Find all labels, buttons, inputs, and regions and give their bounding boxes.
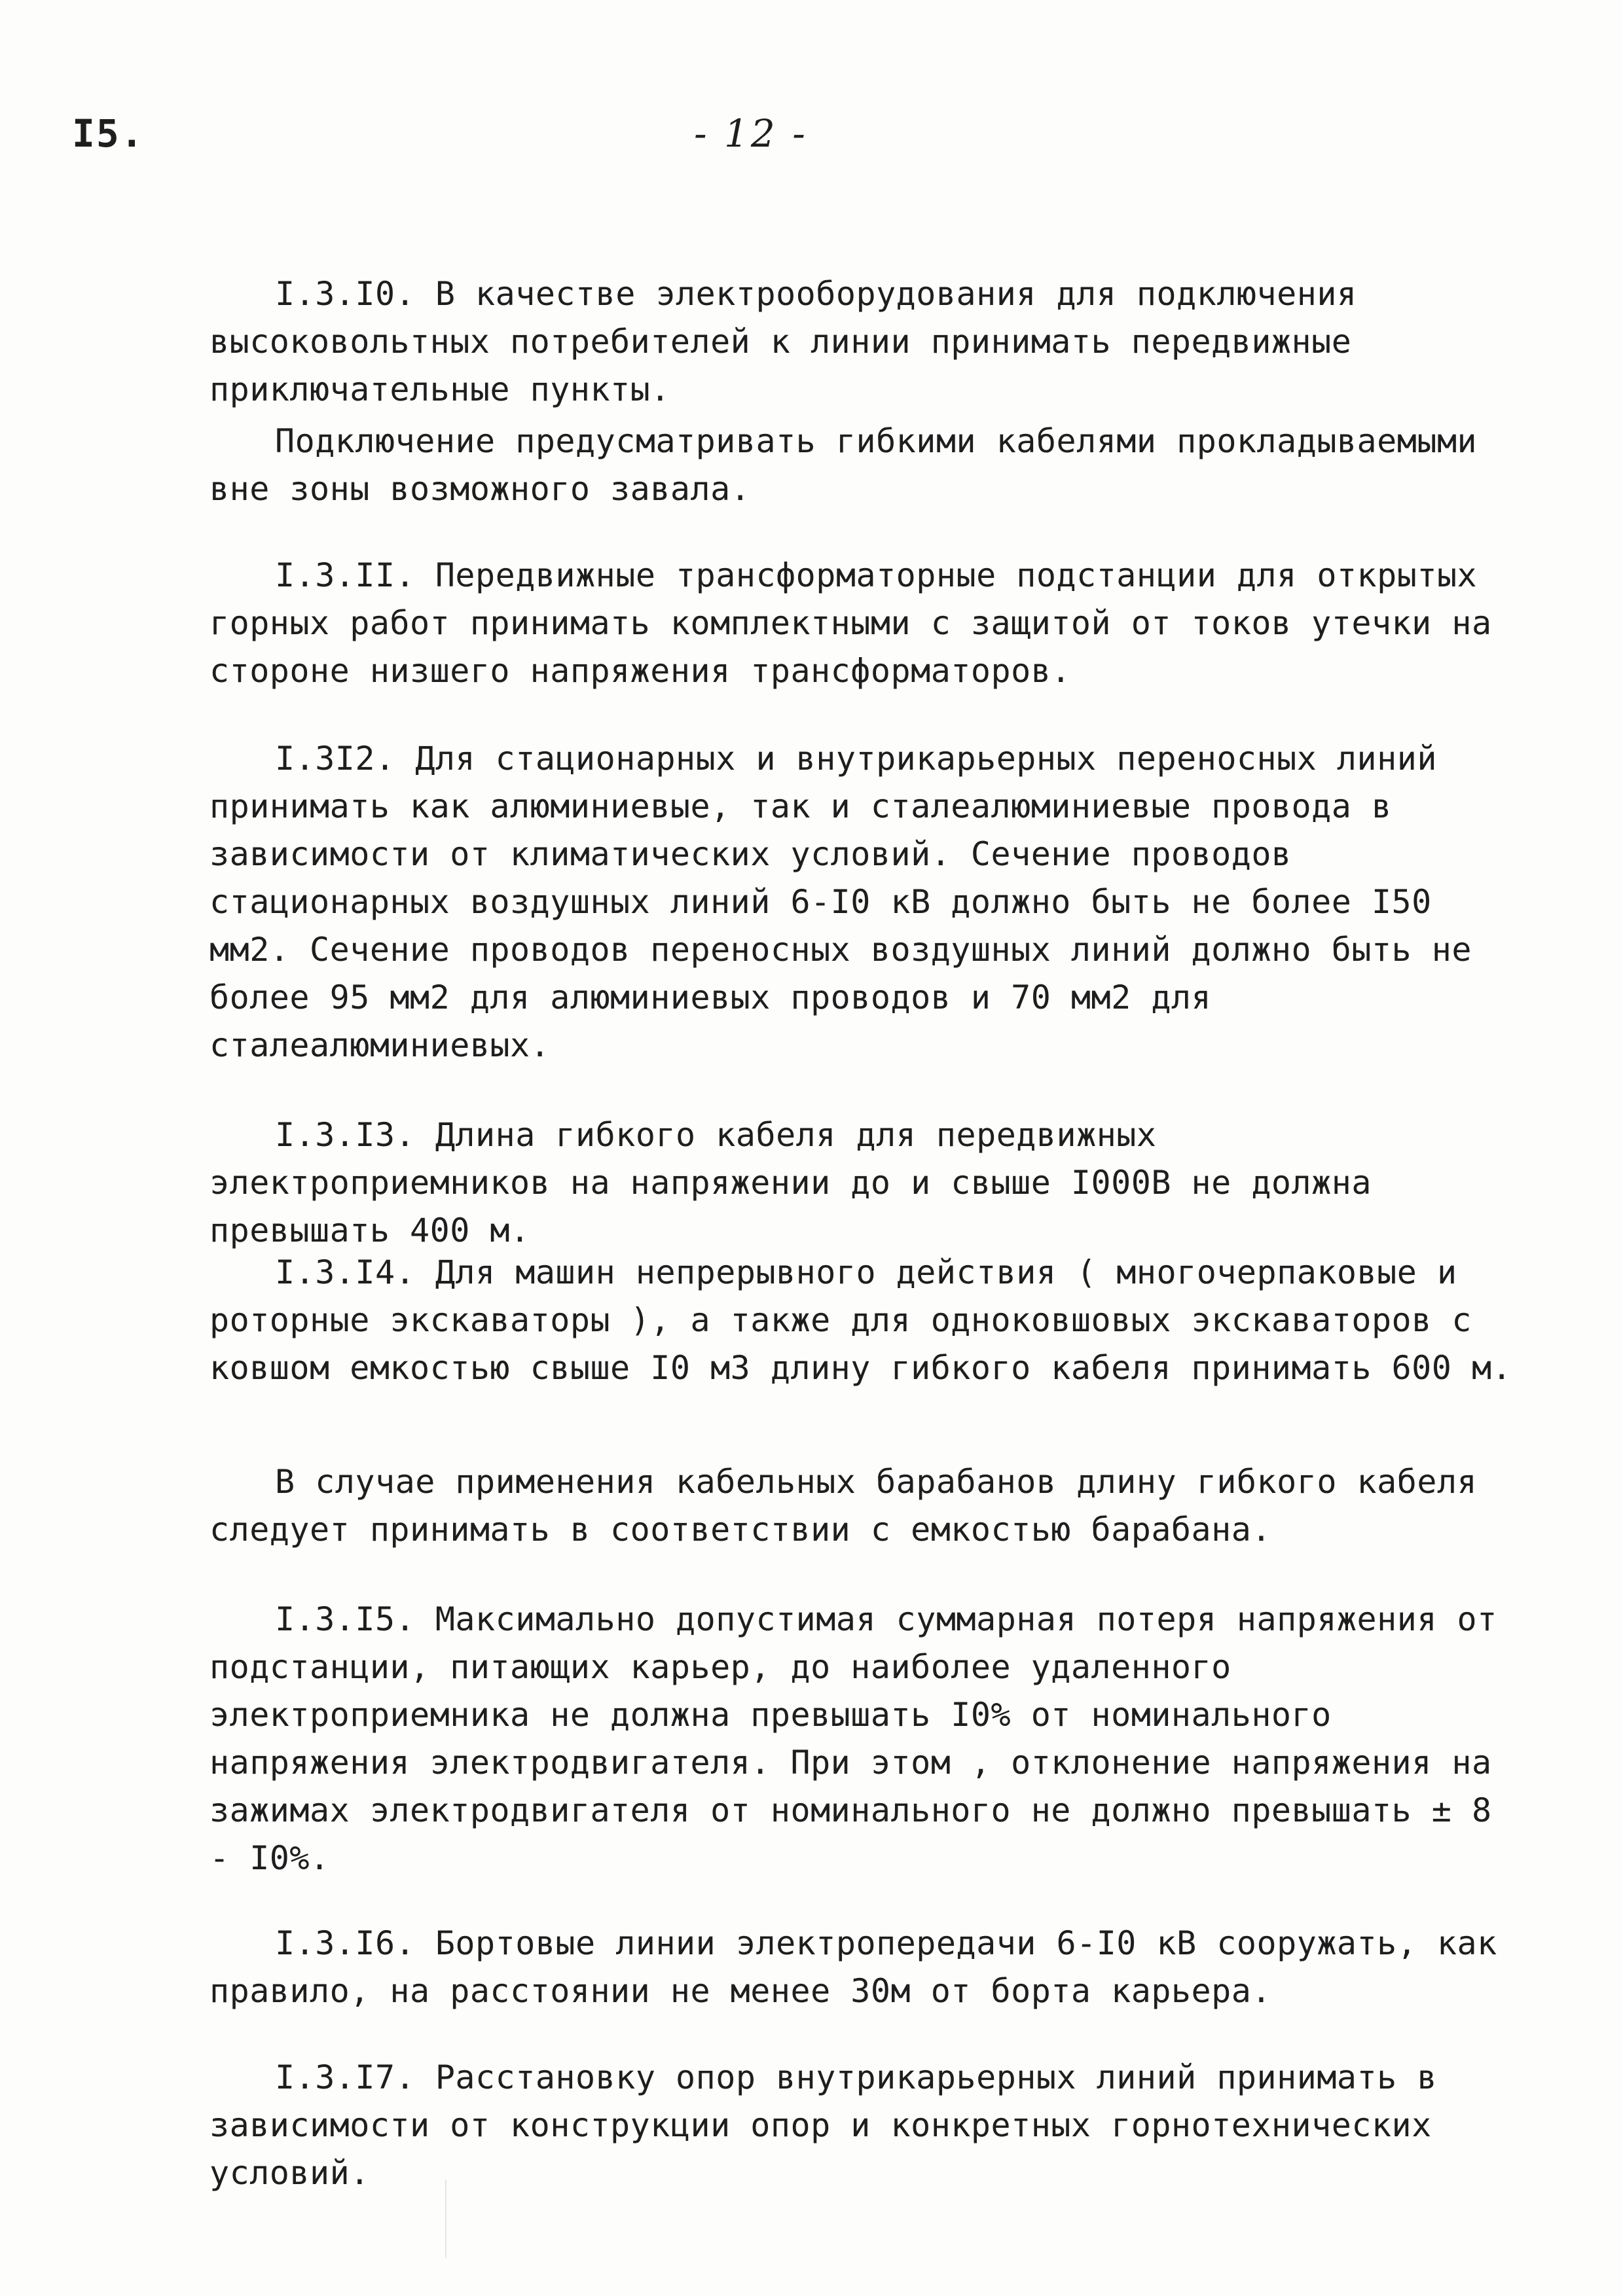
paragraph-1-3-14: I.3.I4. Для машин непрерывного действия ( многочерпаковые и роторные экскаваторы ), а также для одноковшовых экскаваторов с ковшом емкостью свыше I0 м3 длину гибкого кабеля принимать 600 м.	[210, 1253, 1512, 1387]
section-1-3-12	[210, 687, 1512, 1117]
paragraph-1-3-14-drums: В случае применения кабельных барабанов длину гибкого кабеля следует принимать в соответствии с емкостью барабана.	[210, 1463, 1478, 1549]
paragraph-1-3-10: I.3.I0. В качестве электрооборудования для подключения высоковольтных потребителей к линии принимать передвижные приключательные пункты.	[210, 275, 1357, 408]
section-1-3-14	[210, 1201, 1512, 1440]
paragraph-1-3-12: I.3I2. Для стационарных и внутрикарьерных переносных линий принимать как алюминиевые, так и сталеалюминиевые провода в зависимости от климатических условий. Сечение проводов стационарных воздушных линий 6-I0 кВ должно быть не более I50 мм2. Сечение проводов переносных воздушных линий должно быть не более 95 мм2 для алюминиевых проводов и 70 мм2 для сталеалюминиевых.	[210, 740, 1472, 1064]
paragraph-1-3-16: I.3.I6. Бортовые линии электропередачи 6-I0 кВ сооружать, как правило, на расстоянии не менее 30м от борта карьера.	[210, 1924, 1497, 2010]
page-number-left: I5.	[72, 111, 145, 156]
paragraph-1-3-17: I.3.I7. Расстановку опор внутрикарьерных линий принимать в зависимости от конструкции опор и конкретных горнотехнических условий.	[210, 2058, 1437, 2192]
page-number-center: - 12 -	[694, 111, 808, 156]
paragraph-1-3-10-connection: Подключение предусматривать гибкими кабелями прокладываемыми вне зоны возможного завала.	[210, 422, 1478, 508]
paragraph-1-3-11: I.3.II. Передвижные трансформаторные подстанции для открытых горных работ принимать комплектными с защитой от токов утечки на стороне низшего напряжения трансформаторов.	[210, 556, 1492, 690]
paragraph-1-3-15: I.3.I5. Максимально допустимая суммарная потеря напряжения от подстанции, питающих карьер, до наиболее удаленного электроприемника не должна превышать I0% от номинального напряжения электродвигателя. При этом , отклонение напряжения на зажимах электродвигателя от номинального не должно превышать ± 8 - I0%.	[210, 1600, 1497, 1877]
section-1-3-17	[210, 2006, 1512, 2245]
paragraph-1-3-13: I.3.I3. Длина гибкого кабеля для передвижных электроприемников на напряжении до и свыше I000В не должна превышать 400 м.	[210, 1116, 1372, 1249]
scan-artifact-line	[445, 2179, 447, 2258]
